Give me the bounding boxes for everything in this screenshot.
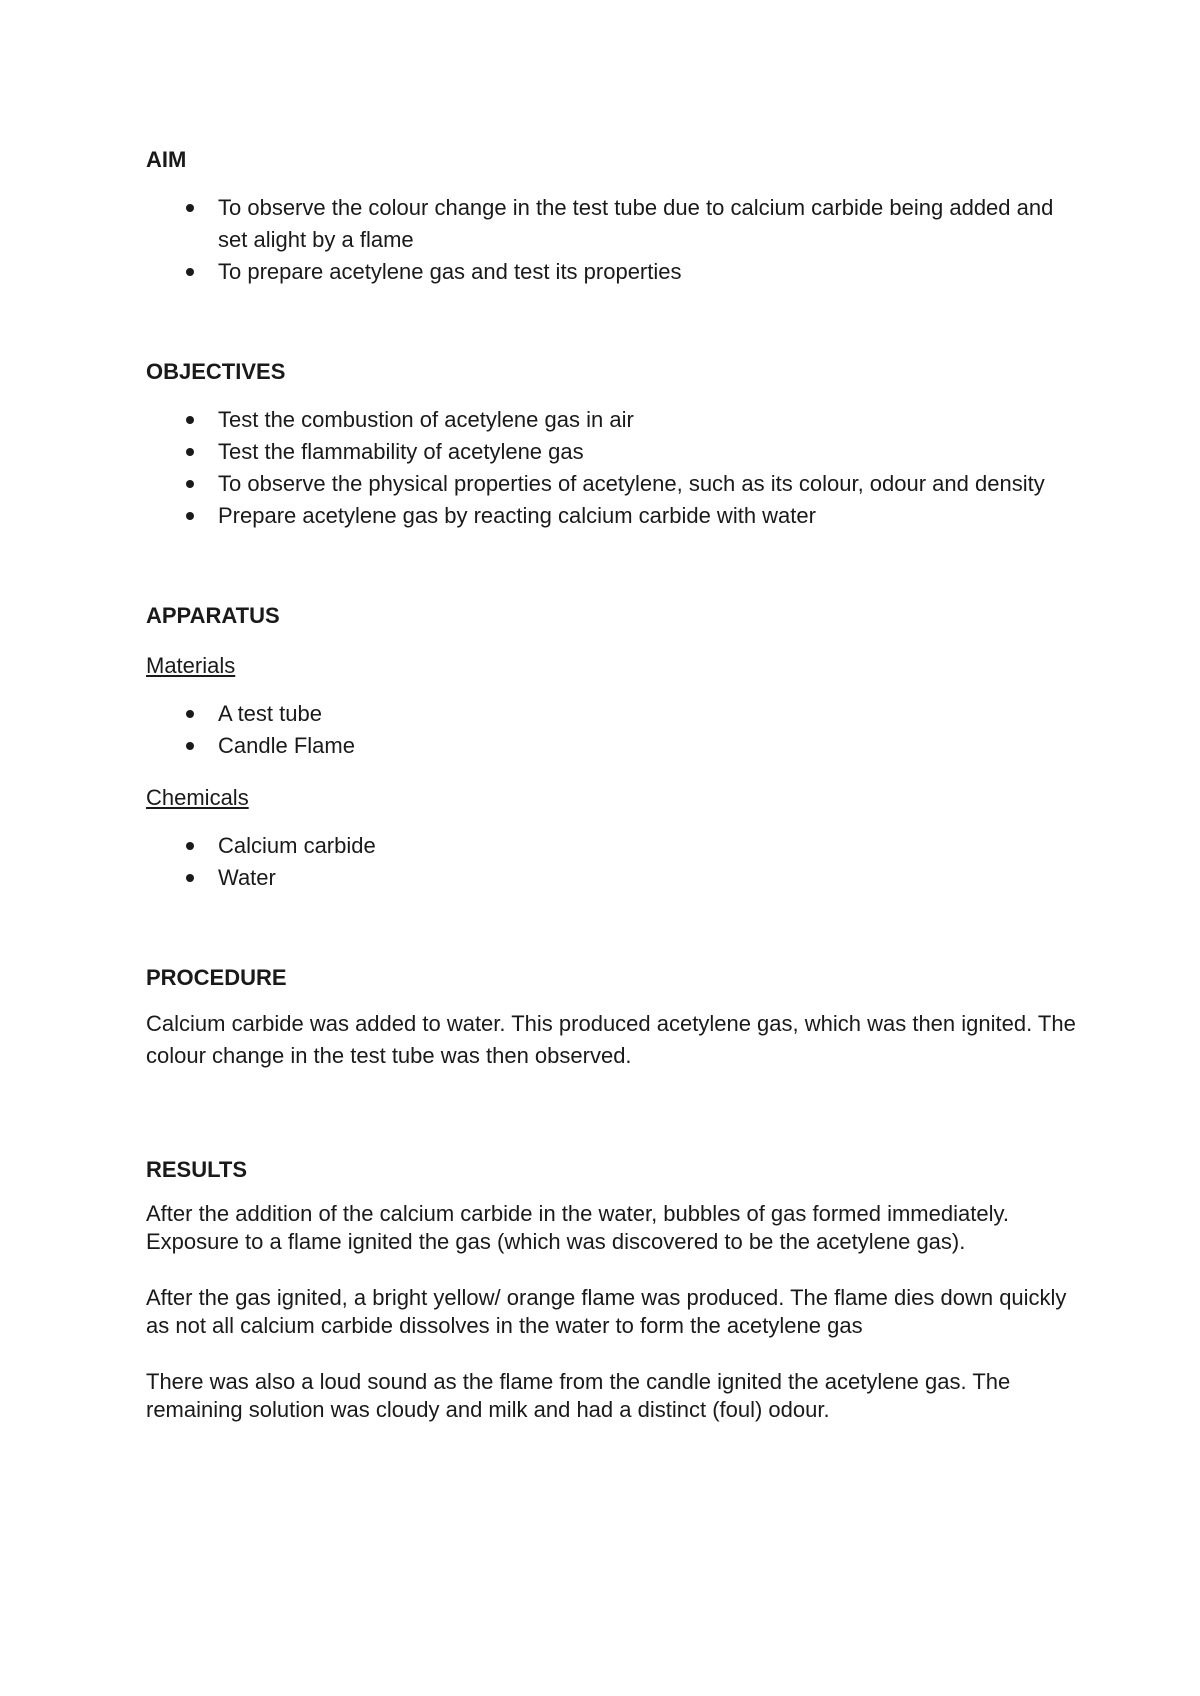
list-item: Prepare acetylene gas by reacting calcium carbide with water bbox=[146, 500, 1076, 532]
bullet-icon bbox=[186, 842, 194, 850]
document-page bbox=[146, 146, 1076, 1424]
results-heading: RESULTS bbox=[146, 1157, 248, 1182]
list-item: To observe the physical properties of acetylene, such as its colour, odour and density bbox=[146, 468, 1076, 500]
results-paragraph: After the addition of the calcium carbide in the water, bubbles of gas formed immediately. Exposure to a flame ignited the gas (which was discovered to be the acetylene gas). bbox=[146, 1201, 1009, 1254]
materials-label: Materials bbox=[146, 653, 236, 678]
objectives-list bbox=[146, 404, 1076, 532]
aim-list bbox=[146, 192, 1076, 288]
bullet-icon bbox=[186, 480, 194, 488]
chemicals-list bbox=[146, 830, 1076, 894]
list-item: Water bbox=[146, 862, 1076, 894]
chemicals-label: Chemicals bbox=[146, 785, 249, 810]
bullet-icon bbox=[186, 710, 194, 718]
list-item: To prepare acetylene gas and test its properties bbox=[146, 256, 1076, 288]
list-item: Test the combustion of acetylene gas in air bbox=[146, 404, 1076, 436]
procedure-heading: PROCEDURE bbox=[146, 965, 287, 990]
bullet-icon bbox=[186, 742, 194, 750]
objectives-heading: OBJECTIVES bbox=[146, 359, 286, 384]
materials-list bbox=[146, 698, 1076, 762]
procedure-text: Calcium carbide was added to water. This produced acetylene gas, which was then ignited. The colour change in the test tube was then observed. bbox=[146, 1011, 1076, 1068]
list-item: Test the flammability of acetylene gas bbox=[146, 436, 1076, 468]
bullet-icon bbox=[186, 512, 194, 520]
list-item: To observe the colour change in the test tube due to calcium carbide being added and set alight by a flame bbox=[146, 192, 1076, 256]
results-paragraph: After the gas ignited, a bright yellow/ orange flame was produced. The flame dies down quickly as not all calcium carbide dissolves in the water to form the acetylene gas bbox=[146, 1285, 1067, 1338]
list-item: Calcium carbide bbox=[146, 830, 1076, 862]
list-item: A test tube bbox=[146, 698, 1076, 730]
bullet-icon bbox=[186, 268, 194, 276]
aim-heading: AIM bbox=[146, 147, 187, 172]
results-paragraph: There was also a loud sound as the flame from the candle ignited the acetylene gas. The remaining solution was cloudy and milk and had a distinct (foul) odour. bbox=[146, 1369, 1011, 1422]
bullet-icon bbox=[186, 448, 194, 456]
bullet-icon bbox=[186, 204, 194, 212]
list-item: Candle Flame bbox=[146, 730, 1076, 762]
apparatus-heading: APPARATUS bbox=[146, 603, 280, 628]
bullet-icon bbox=[186, 874, 194, 882]
bullet-icon bbox=[186, 416, 194, 424]
